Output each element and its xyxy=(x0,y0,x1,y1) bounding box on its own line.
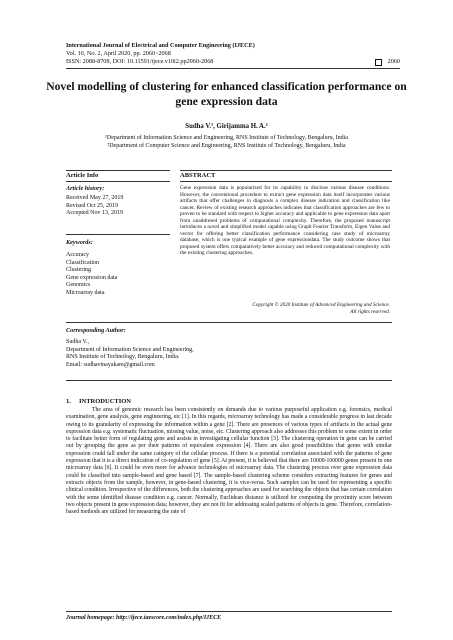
article-history xyxy=(66,195,123,218)
corresponding-dept: Department of Information Science and Engineering, xyxy=(66,346,194,353)
keyword: Classification xyxy=(66,259,99,266)
copyright-line-1: Copyright © 2020 Institute of Advanced Engineering and Science. xyxy=(252,302,390,308)
page-number: 2060 xyxy=(387,58,400,65)
footer-rule xyxy=(66,611,392,612)
paper-title: Novel modelling of clustering for enhanced classification performance on gene expression data xyxy=(46,80,407,108)
article-info-top-rule xyxy=(66,170,170,171)
abstract-heading: ABSTRACT xyxy=(180,172,216,179)
corresponding-author-details xyxy=(66,339,194,369)
copyright xyxy=(180,302,390,316)
affiliation-2: ²Department of Computer Science and Engineering, RNS Institute of Technology, Bengaluru, India xyxy=(107,143,346,149)
journal-header xyxy=(66,42,400,66)
affiliation-1: ¹Department of Information Science and Engineering, RNS Institute of Technology, Bengaluru, India xyxy=(105,135,348,141)
keyword: Microarray data xyxy=(66,289,105,296)
introduction-text xyxy=(66,407,392,516)
journal-name: International Journal of Electrical and Computer Engineering (IJECE) xyxy=(66,42,255,49)
article-info-sub-rule xyxy=(66,181,170,182)
abstract-top-rule xyxy=(180,170,392,171)
journal-issn: ISSN: 2088-8708, DOI: 10.11591/ijece.v10i2.pp2060-2068 xyxy=(66,58,214,65)
corresponding-email: Email: sudhavinayakam@gmail.com xyxy=(66,361,155,368)
keywords-list xyxy=(66,252,117,297)
keyword: Clustering xyxy=(66,267,91,273)
square-icon xyxy=(375,59,382,66)
keywords-rule xyxy=(66,234,170,235)
article-history-label: Article history: xyxy=(66,185,105,192)
article-info-heading: Article Info xyxy=(66,172,99,179)
copyright-line-2: All rights reserved. xyxy=(350,309,390,315)
keyword: Accuracy xyxy=(66,252,89,258)
corresponding-author-label: Corresponding Author: xyxy=(66,327,126,334)
keyword: Gene expression data xyxy=(66,274,118,281)
received-date: Received May 27, 2019 xyxy=(66,195,124,201)
abstract-sub-rule xyxy=(180,181,392,182)
journal-homepage: Journal homepage: http://ijece.iaescore.com/index.php/IJECE xyxy=(66,615,222,621)
journal-volume: Vol. 10, No. 2, April 2020, pp. 2060~2068 xyxy=(66,50,171,57)
keyword: Genomics xyxy=(66,282,91,288)
corresponding-bottom-rule xyxy=(66,380,392,381)
abstract-text: Gene expression data is popularized for its capability to disclose various disease conditions. However, the conventional procedure to extract gene expression data itself incorporates various artifacts that offer challenges in diagnosis a complex disease indication and classification like cancer. Review of existing research approaches indicates that classification approaches are few to proven to be standard with respect to higher accuracy and applicable to gene expression data apart from unaddresed problems of computational complexity. Therefore, the proposed manuscript introduces a novel and simplified model capable using Graph Fourier Transform, Eigen Value and vector for offering better classification performance considering case study of microarray database, which is one typical example of gene expressiondata. The study outcome shows that proposed system offers comparatively better accuracy and reduced computational complexity with the existing clustering approaches. xyxy=(180,185,390,256)
corresponding-top-rule xyxy=(66,322,392,323)
paper-authors: Sudha V.¹, Girijamma H. A.² xyxy=(185,123,268,130)
corresponding-name: Sudha V., xyxy=(66,339,89,345)
affiliations xyxy=(40,134,413,150)
keywords-label: Keywords: xyxy=(66,239,93,246)
header-rule xyxy=(66,68,400,69)
accepted-date: Accepted Nov 13, 2019 xyxy=(66,210,123,216)
corresponding-inst: RNS Institute of Technology, Bengaluru, India. xyxy=(66,354,180,360)
introduction-paragraph: The area of genomic research has been consistently on demands due to various purposeful application e.g. forensics, medical examination, gene analysis, gene engineering, etc [1]. In this regards, microarray technology has made a considerable progress in last decade owing to its granularity of expressing the information within a gene [2]. There are presences of various types of artifacts in the actual gene expression data e.g. systematic fluctuation, missing value, noise, etc. Clustering approach also addresses this problem to some extent in order to facilitate better form of regulating gene and assists in investigating cellular function [3]. The clustering operation in gene can be carried out by grouping the gene as per their patterns of equivalent expression [4]. There are also good possibilities that genes with similar expression could fall under the same category of the cellular process. If there is a potential correlation associated with the patterns of gene expression that it is a direct indication of co-regulation of gene [5]. At present, it is believed that there are 10000-100000 genes present in one microarray data [6]. It could be even more for advance technologies of microarray data. The clustering process over gene expression data could be classified into sample-based and gene based [7]. The sample-based clustering scheme considers extracting features for genes and extracts objects from the sample, however, in gene-based clustering, it is vice-versa. Such samples can be used for representing a specific clinical condition. Irrespective of the differences, both the clustering approaches are used for searching the objects that has certain correlation with the some identified disease condition e.g. cancer. Normally, Euclidean distance is utilized for computing the proximity score between two objects present in gene expression data; however, they are not fit for addressing scaled patterns of objects in gene. Therefore, correlation-based methods are utilized for measuring the rate of xyxy=(66,407,392,516)
section-heading-introduction: 1. INTRODUCTION xyxy=(66,398,132,405)
revised-date: Revised Oct 25, 2019 xyxy=(66,202,118,209)
